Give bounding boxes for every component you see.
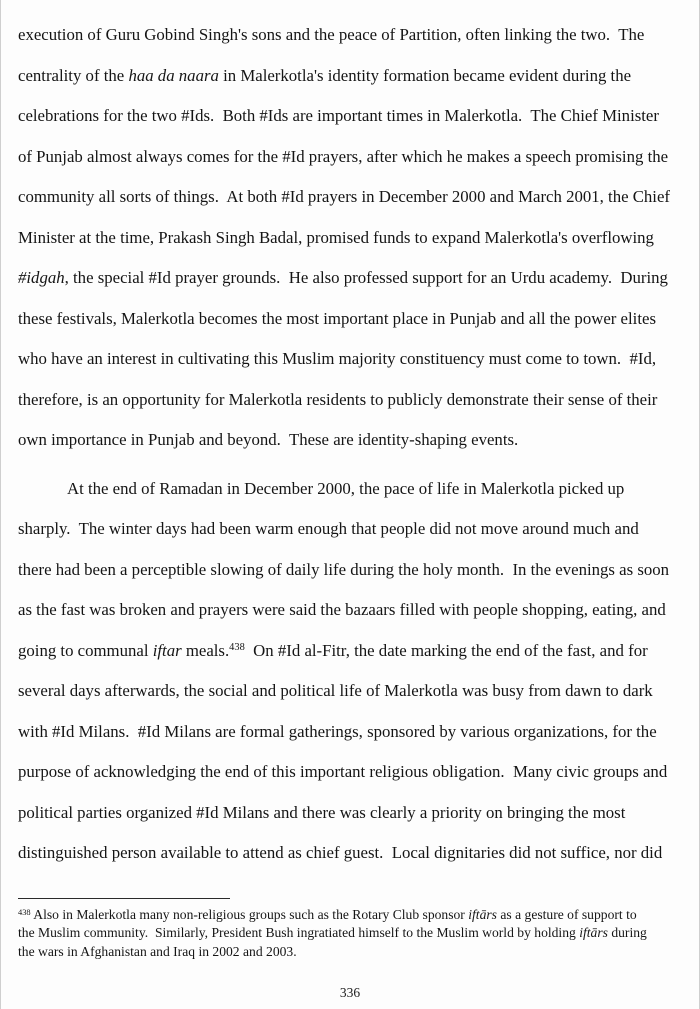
text-segment: execution of Guru Gobind Singh's sons and the peace of Partition, often linking the two. The xyxy=(18,25,645,44)
footnote-block xyxy=(18,898,688,961)
footnote-reference: 438 xyxy=(229,642,245,654)
text-segment: purpose of acknowledging the end of this important religious obligation. Many civic groups and xyxy=(18,762,668,781)
text-line xyxy=(18,15,696,56)
text-line xyxy=(18,339,696,380)
text-line xyxy=(18,137,696,178)
text-segment: meals. xyxy=(181,640,230,660)
text-segment: distinguished person available to attend as chief guest. Local dignitaries did not suffice, nor did xyxy=(18,843,663,862)
footnote-text xyxy=(18,906,688,961)
text-segment: , the special #Id prayer grounds. He also professed support for an Urdu academy. During xyxy=(64,268,668,287)
text-segment: iftar xyxy=(152,640,182,660)
text-segment: political parties organized #Id Milans and there was clearly a priority on bringing the most xyxy=(18,802,626,822)
text-segment: the Muslim community. Similarly, President Bush ingratiated himself to the Muslim world by holding xyxy=(18,925,580,941)
text-line xyxy=(18,299,696,340)
text-line xyxy=(18,177,696,218)
text-line xyxy=(18,752,696,793)
footnote-separator xyxy=(18,898,230,899)
text-segment: At the end of Ramadan in December 2000, the pace of life in Malerkotla picked up xyxy=(67,478,625,498)
text-segment: therefore, is an opportunity for Malerkotla residents to publicly demonstrate their sense of their xyxy=(18,389,658,409)
text-segment: in Malerkotla's identity formation became evident during the xyxy=(218,65,632,85)
text-line xyxy=(18,380,696,421)
text-segment: Also in Malerkotla many non-religious groups such as the Rotary Club sponsor xyxy=(30,907,469,922)
text-line xyxy=(18,550,696,591)
page-number: 336 xyxy=(339,985,361,1000)
text-line xyxy=(18,924,688,942)
text-segment: as the fast was broken and prayers were said the bazaars filled with people shopping, eating, and xyxy=(18,600,666,619)
text-line xyxy=(18,590,696,631)
text-segment: going to communal xyxy=(18,640,153,660)
text-segment: during xyxy=(607,925,647,941)
text-segment: several days afterwards, the social and political life of Malerkotla was busy from dawn to dark xyxy=(18,681,653,700)
text-segment: celebrations for the two #Ids. Both #Ids are important times in Malerkotla. The Chief Minister xyxy=(18,106,659,125)
paragraph xyxy=(18,15,696,461)
text-segment: who have an interest in cultivating this Muslim majority constituency must come to town. #Id, xyxy=(18,349,657,368)
text-segment: community all sorts of things. At both #Id prayers in December 2000 and March 2001, the Chief xyxy=(18,187,671,206)
text-segment: there had been a perceptible slowing of daily life during the holy month. In the evenings as soon xyxy=(18,559,670,579)
text-segment: own importance in Punjab and beyond. These are identity-shaping events. xyxy=(18,430,519,449)
scan-edge-left xyxy=(0,0,1,1009)
text-line xyxy=(18,96,696,137)
body-text xyxy=(18,15,696,874)
text-segment: #idgah xyxy=(18,268,65,287)
text-line xyxy=(18,56,696,97)
text-segment: iftārs xyxy=(468,907,497,922)
text-line xyxy=(18,258,696,299)
text-segment: of Punjab almost always comes for the #Id prayers, after which he makes a speech promising the xyxy=(18,146,669,166)
text-segment: Minister at the time, Prakash Singh Badal, promised funds to expand Malerkotla's overflowing xyxy=(18,227,654,247)
text-line xyxy=(18,793,696,834)
paragraph xyxy=(18,469,696,874)
text-segment: centrality of the xyxy=(18,65,129,85)
text-segment: as a gesture of support to xyxy=(496,907,637,922)
text-line xyxy=(18,671,696,712)
text-segment: with #Id Milans. #Id Milans are formal gatherings, sponsored by various organizations, for the xyxy=(18,721,657,741)
text-line xyxy=(18,420,696,461)
text-segment: iftārs xyxy=(579,925,608,941)
text-segment: haa da naara xyxy=(128,65,219,85)
text-segment: the wars in Afghanistan and Iraq in 2002 and 2003. xyxy=(18,943,297,959)
text-line xyxy=(18,943,688,961)
text-line xyxy=(18,833,696,874)
footnote-reference: 438 xyxy=(18,906,31,917)
text-segment: sharply. The winter days had been warm enough that people did not move around much and xyxy=(18,519,639,538)
text-segment: On #Id al-Fitr, the date marking the end of the fast, and for xyxy=(244,640,648,660)
text-line xyxy=(18,906,688,924)
text-line xyxy=(18,631,696,672)
text-line xyxy=(18,469,696,510)
text-line xyxy=(18,509,696,550)
text-line xyxy=(18,712,696,753)
text-segment: these festivals, Malerkotla becomes the most important place in Punjab and all the power elites xyxy=(18,308,656,328)
text-line xyxy=(18,218,696,259)
